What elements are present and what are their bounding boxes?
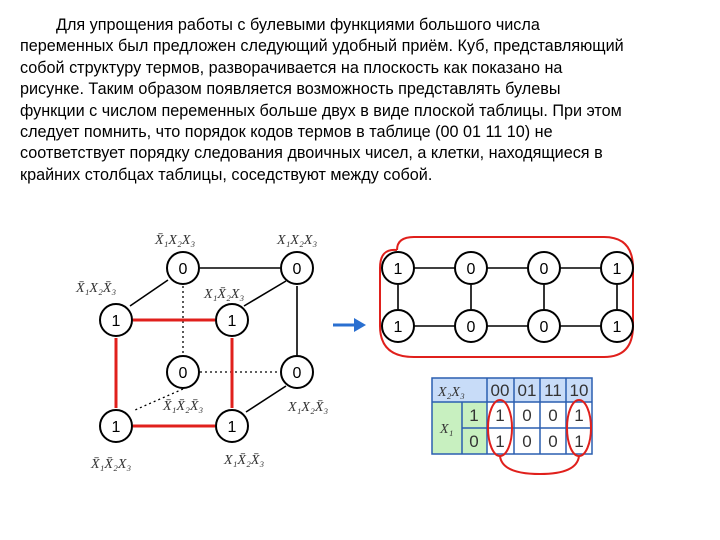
table-row-label: 1: [469, 406, 479, 425]
cube-term-label: X̄₁X₂X₃: [155, 233, 196, 248]
table-cell: 0: [548, 406, 558, 425]
flat-node-value: 0: [466, 261, 476, 278]
cube-node-value: 1: [227, 313, 237, 330]
text-line: собой структуру термов, разворачивается на плоскость как показано на: [20, 58, 563, 77]
cube-term-label: X₁X₂X₃: [277, 233, 318, 248]
table-cell: 0: [522, 432, 532, 451]
cube-term-label: X̄₁X̄₂X₃: [91, 457, 132, 472]
text-line: функции с числом переменных больше двух в виде плоской таблицы. При этом: [20, 101, 622, 120]
flat-diagram: [380, 237, 633, 357]
cube-term-label: X₁X̄₂X̄₃: [224, 453, 265, 468]
table-corner-label: X₂X₃: [438, 385, 465, 400]
flat-node-value: 1: [393, 319, 403, 336]
cube-node-value: 0: [292, 261, 302, 278]
text-line: соответствует порядку следования двоичных чисел, а клетки, находящиеся в: [20, 144, 603, 163]
flat-node-value: 0: [539, 319, 549, 336]
table-cell: 0: [548, 432, 558, 451]
cube-node-value: 1: [111, 419, 121, 436]
flat-node-value: 0: [466, 319, 476, 336]
cube-node-value: 0: [178, 261, 188, 278]
text-line: Для упрощения работы с булевыми функциями большого числа: [56, 16, 540, 34]
table-cell: 1: [495, 432, 505, 451]
table-row-label: 0: [469, 432, 479, 451]
table-col-header: 01: [517, 381, 537, 400]
table-cell: 1: [574, 432, 584, 451]
cube-node-value: 0: [178, 365, 188, 382]
table-cell: 1: [574, 406, 584, 425]
flat-node-value: 0: [539, 261, 549, 278]
cube-term-label: X₁X₂X̄₃: [288, 400, 329, 415]
cube-term-label: X̄₁X₂X̄₃: [76, 281, 117, 296]
flat-node-value: 1: [393, 261, 403, 278]
table-cell: 0: [522, 406, 532, 425]
cube-node-value: 1: [111, 313, 121, 330]
karnaugh-table: [432, 378, 592, 474]
text-line: крайних столбцах таблицы, соседствуют между собой.: [20, 165, 433, 184]
table-row-var: X₁: [440, 422, 454, 437]
cube-node-value: 0: [292, 365, 302, 382]
cube-term-label: X₁X̄₂X₃: [204, 287, 245, 302]
text-line: следует помнить, что порядок кодов термов в таблице (00 01 11 10) не: [20, 123, 553, 142]
table-col-header: 11: [544, 381, 562, 400]
cube-term-label: X̄₁X̄₂X̄₃: [163, 399, 204, 414]
cube-node-value: 1: [227, 419, 237, 436]
text-line: переменных был предложен следующий удобный приём. Куб, представляющий: [20, 37, 624, 56]
cube-diagram: [75, 233, 328, 472]
flat-node-value: 1: [612, 261, 622, 278]
arrow-icon: [333, 318, 366, 332]
table-cell: 1: [495, 406, 505, 425]
table-col-header: 10: [569, 381, 589, 400]
text-line: рисунке. Таким образом появляется возможность представлять булевы: [20, 80, 561, 99]
flat-node-value: 1: [612, 319, 622, 336]
table-col-header: 00: [490, 381, 510, 400]
